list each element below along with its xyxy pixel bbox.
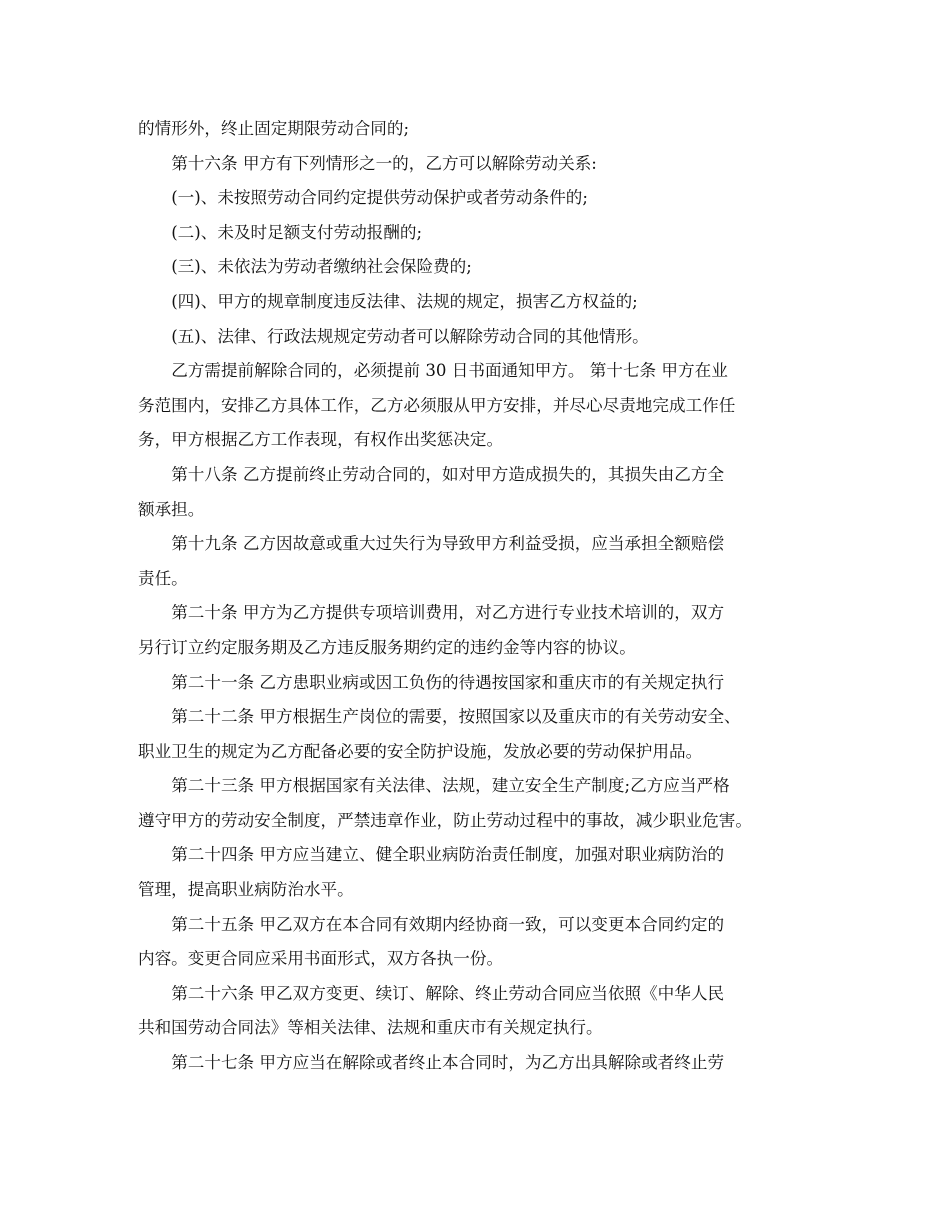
paragraph-p12 [138, 700, 828, 769]
paragraph-p7 [138, 354, 828, 458]
text-line: 遵守甲方的劳动安全制度，严禁违章作业，防止劳动过程中的事故，减少职业危害。 [138, 810, 752, 830]
text-line: (四)、甲方的规章制度违反法律、法规的规定，损害乙方权益的; [171, 291, 638, 311]
text-line: 职业卫生的规定为乙方配备必要的安全防护设施，发放必要的劳动保护用品。 [138, 741, 703, 761]
paragraph-p15 [138, 908, 828, 977]
paragraph-p10 [138, 596, 828, 665]
text-line: 第二十六条 甲乙双方变更、续订、解除、终止劳动合同应当依照《中华人民 [171, 983, 725, 1003]
text-line: 务，甲方根据乙方工作表现，有权作出奖惩决定。 [138, 430, 504, 450]
text-line: 第二十一条 乙方患职业病或因工负伤的待遇按国家和重庆市的有关规定执行 [171, 672, 725, 692]
paragraph-p9 [138, 527, 828, 596]
text-line: 务范围内，安排乙方具体工作，乙方必须服从甲方安排，并尽心尽责地完成工作任 [138, 395, 736, 415]
paragraph-p14 [138, 838, 828, 907]
paragraph-p3 [138, 216, 828, 251]
text-line: 第十六条 甲方有下列情形之一的，乙方可以解除劳动关系: [171, 153, 597, 173]
text-line: 责任。 [138, 568, 188, 588]
text-line: 第二十七条 甲方应当在解除或者终止本合同时，为乙方出具解除或者终止劳 [171, 1053, 725, 1073]
text-line: (三)、未依法为劳动者缴纳社会保险费的; [171, 257, 472, 277]
text-line: 乙方需提前解除合同的，必须提前 30 日书面通知甲方。 第十七条 甲方在业 [171, 361, 728, 381]
paragraph-p4 [138, 250, 828, 285]
text-line: 第二十四条 甲方应当建立、健全职业病防治责任制度，加强对职业病防治的 [171, 845, 725, 865]
paragraph-p16 [138, 977, 828, 1046]
paragraph-p8 [138, 458, 828, 527]
text-line: 第十八条 乙方提前终止劳动合同的，如对甲方造成损失的，其损失由乙方全 [171, 464, 725, 484]
paragraph-p5 [138, 285, 828, 320]
text-line: 另行订立约定服务期及乙方违反服务期约定的违约金等内容的协议。 [138, 637, 636, 657]
paragraph-p6 [138, 320, 828, 355]
text-line: 第二十条 甲方为乙方提供专项培训费用，对乙方进行专业技术培训的，双方 [171, 603, 725, 623]
paragraph-p17 [138, 1046, 828, 1081]
text-line: (二)、未及时足额支付劳动报酬的; [171, 222, 423, 242]
paragraph-p13 [138, 769, 828, 838]
contract-body-text [138, 112, 828, 1081]
text-line: 共和国劳动合同法》等相关法律、法规和重庆市有关规定执行。 [138, 1018, 603, 1038]
paragraph-p2 [138, 181, 828, 216]
text-line: 额承担。 [138, 499, 205, 519]
text-line: 内容。变更合同应采用书面形式，双方各执一份。 [138, 949, 504, 969]
text-line: 第二十五条 甲乙双方在本合同有效期内经协商一致，可以变更本合同约定的 [171, 914, 725, 934]
text-line: 第二十三条 甲方根据国家有关法律、法规，建立安全生产制度;乙方应当严格 [171, 776, 730, 796]
text-line: 第二十二条 甲方根据生产岗位的需要，按照国家以及重庆市的有关劳动安全、 [171, 707, 741, 727]
text-line: 的情形外，终止固定期限劳动合同的; [138, 119, 410, 138]
paragraph-p11 [138, 666, 828, 701]
paragraph-p1 [138, 147, 828, 182]
text-line: 第十九条 乙方因故意或重大过失行为导致甲方利益受损，应当承担全额赔偿 [171, 534, 725, 554]
text-line: 管理，提高职业病防治水平。 [138, 880, 354, 900]
text-line: (一)、未按照劳动合同约定提供劳动保护或者劳动条件的; [171, 188, 588, 208]
paragraph-p0 [138, 112, 828, 147]
text-line: (五)、法律、行政法规规定劳动者可以解除劳动合同的其他情形。 [171, 326, 649, 346]
